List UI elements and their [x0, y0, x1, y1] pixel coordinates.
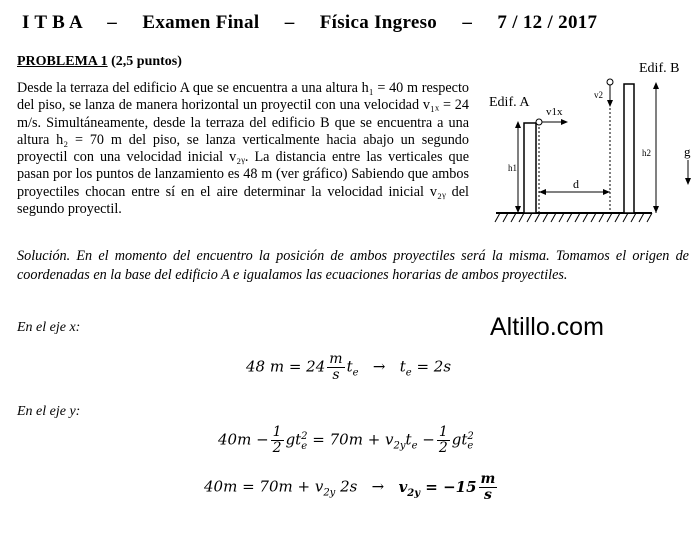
separator: –: [462, 12, 473, 33]
building-a: [524, 123, 536, 213]
label-edif-b: Edif. B: [639, 61, 680, 76]
eje-y-label: En el eje y:: [17, 404, 81, 419]
label-edif-a: Edif. A: [489, 95, 530, 110]
separator: –: [107, 12, 118, 33]
exam-header: [22, 12, 682, 34]
label-h1: h1: [508, 163, 517, 173]
exam-type: Examen Final: [142, 12, 260, 33]
problem-number: PROBLEMA 1: [17, 54, 108, 69]
equation-result: $40m = 70m + v_{2y}$ 2s → $v_{2y} = -15$ $\frac{m}{s}$: [204, 471, 496, 503]
equation-y: 40m − $\frac{1}{2}$ $gt_e^2 = 70m + v_{2y}t_e$ − $\frac{1}{2}$ $gt_e^2$: [218, 424, 474, 456]
problem-title: [17, 54, 182, 70]
problem-points: (2,5 puntos): [111, 54, 182, 69]
label-d: d: [573, 177, 579, 191]
institution: I T B A: [22, 12, 83, 33]
eje-x-label: En el eje x:: [17, 320, 81, 335]
watermark: Altillo.com: [490, 313, 604, 341]
solution-text: Solución. En el momento del encuentro la posición de ambos proyectiles será la misma. Tomamos el origen de coordenadas en la base del edificio A e igualamos las ecuaciones horarias de ambos proyectiles.: [17, 248, 689, 283]
subject: Física Ingreso: [319, 12, 438, 33]
exam-date: 7 / 12 / 2017: [497, 12, 598, 33]
building-b: [624, 84, 634, 213]
label-g: g: [684, 144, 691, 159]
separator: –: [284, 12, 295, 33]
label-v1x: v1x: [546, 106, 563, 118]
label-h2: h2: [642, 148, 651, 158]
equation-x: 48 m = 24 $\frac{m}{s}$ $t_e$ → $t_e = 2s$: [246, 351, 452, 383]
problem-statement: Desde la terraza del edificio A que se encuentra a una altura h₁ = 40 m respecto del piso, se lanza de manera horizontal un proyectil con una velocidad v₁ₓ = 24 m/s. Simultáneamente, desde la terraza del edificio B que se encuentra a una altura h₂ = 70 m del piso, se lanza verticalmente hacia abajo un segundo proyectil con una velocidad inicial v₂ᵧ. La distancia entre las verticales que pasan por los puntos de lanzamiento es 48 m (ver gráfico) Sabiendo que ambos proyectiles chocan entre sí en el aire determinar la velocidad inicial v₂ᵧ del segundo proyectil.: [17, 80, 469, 218]
label-v2: v2: [594, 90, 603, 100]
buildings-diagram: [484, 56, 696, 231]
